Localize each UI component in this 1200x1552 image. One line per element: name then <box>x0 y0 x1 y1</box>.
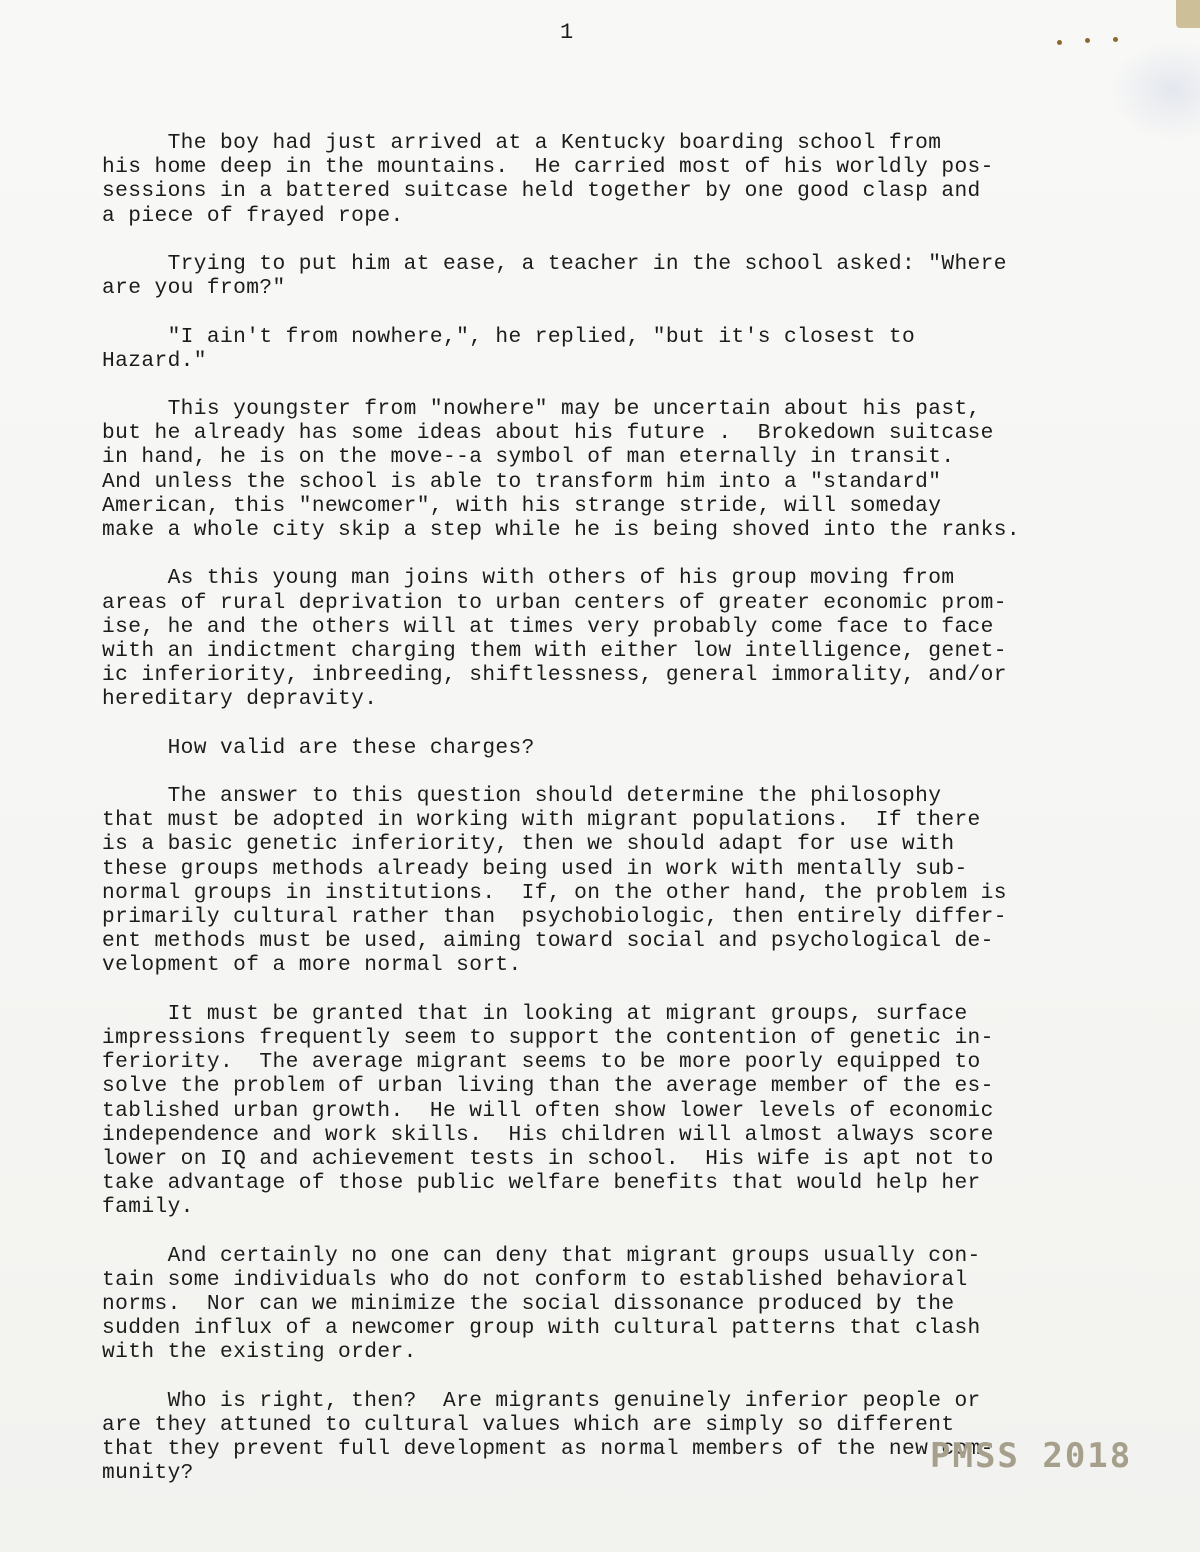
text-line: Who is right, then? Are migrants genuinely inferior people or <box>102 1388 981 1413</box>
text-line: family. <box>102 1195 194 1220</box>
text-line: This youngster from "nowhere" may be uncertain about his past, <box>102 397 981 422</box>
text-line: independence and work skills. His children will almost always score <box>102 1122 994 1147</box>
text-line: And certainly no one can deny that migrant groups usually con- <box>102 1243 981 1268</box>
text-line: but he already has some ideas about his future . Brokedown suitcase <box>102 421 994 446</box>
text-line: that must be adopted in working with migrant populations. If there <box>102 808 981 833</box>
paragraph <box>102 397 1112 542</box>
text-line: is a basic genetic inferiority, then we should adapt for use with <box>102 832 955 857</box>
text-line: that they prevent full development as normal members of the new com- <box>102 1437 994 1462</box>
text-line: are they attuned to cultural values which are simply so different <box>102 1412 955 1437</box>
text-line: velopment of a more normal sort. <box>102 953 522 978</box>
text-line: in hand, he is on the move--a symbol of man eternally in transit. <box>102 445 955 470</box>
text-line: Trying to put him at ease, a teacher in the school asked: "Where <box>102 251 1007 276</box>
text-line: And unless the school is able to transform him into a "standard" <box>102 469 942 494</box>
document-body <box>102 131 1112 1510</box>
paragraph <box>102 784 1112 978</box>
text-line: American, this "newcomer", with his strange stride, will someday <box>102 493 942 518</box>
text-line: make a whole city skip a step while he is being shoved into the ranks. <box>102 518 1021 542</box>
text-line: hereditary depravity. <box>102 687 378 712</box>
text-line: Hazard." <box>102 348 207 373</box>
paper-corner-tab <box>1176 0 1200 28</box>
text-line: The boy had just arrived at a Kentucky boarding school from <box>102 131 942 155</box>
text-line: solve the problem of urban living than the average member of the es- <box>102 1074 994 1099</box>
paragraph <box>102 736 1112 760</box>
text-line: with an indictment charging them with either low intelligence, genet- <box>102 638 1007 663</box>
text-line: ent methods must be used, aiming toward social and psychological de- <box>102 929 994 954</box>
text-line: a piece of frayed rope. <box>102 203 404 228</box>
text-line: areas of rural deprivation to urban centers of greater economic prom- <box>102 590 1007 615</box>
text-line: "I ain't from nowhere,", he replied, "but it's closest to <box>102 324 916 349</box>
paragraph <box>102 1244 1112 1365</box>
staple-mark <box>1057 40 1062 45</box>
text-line: sudden influx of a newcomer group with cultural patterns that clash <box>102 1316 981 1341</box>
page-number: 1 <box>560 20 574 45</box>
text-line: It must be granted that in looking at migrant groups, surface <box>102 1001 968 1026</box>
text-line: ic inferiority, inbreeding, shiftlessness, general immorality, and/or <box>102 663 1007 688</box>
text-line: his home deep in the mountains. He carried most of his worldly pos- <box>102 155 994 180</box>
paragraph <box>102 1002 1112 1220</box>
text-line: tain some individuals who do not conform to established behavioral <box>102 1267 968 1292</box>
paragraph <box>102 566 1112 711</box>
text-line: are you from?" <box>102 276 286 301</box>
paragraph <box>102 131 1112 228</box>
staple-mark <box>1085 38 1090 43</box>
text-line: ise, he and the others will at times very probably come face to face <box>102 614 994 639</box>
staple-mark <box>1113 37 1118 42</box>
paragraph <box>102 252 1112 300</box>
text-line: lower on IQ and achievement tests in school. His wife is apt not to <box>102 1146 994 1171</box>
text-line: take advantage of those public welfare benefits that would help her <box>102 1171 981 1196</box>
text-line: primarily cultural rather than psychobiologic, then entirely differ- <box>102 905 1007 929</box>
text-line: normal groups in institutions. If, on the other hand, the problem is <box>102 880 1007 905</box>
text-line: norms. Nor can we minimize the social dissonance produced by the <box>102 1292 955 1316</box>
archive-watermark: PMSS 2018 <box>930 1436 1133 1476</box>
text-line: these groups methods already being used in work with mentally sub- <box>102 856 968 881</box>
paper-bleed-through <box>1110 40 1200 140</box>
text-line: How valid are these charges? <box>102 735 535 760</box>
text-line: As this young man joins with others of his group moving from <box>102 566 955 591</box>
text-line: feriority. The average migrant seems to be more poorly equipped to <box>102 1050 981 1075</box>
text-line: tablished urban growth. He will often show lower levels of economic <box>102 1098 994 1123</box>
text-line: sessions in a battered suitcase held together by one good clasp and <box>102 179 981 204</box>
paragraph <box>102 325 1112 373</box>
text-line: with the existing order. <box>102 1340 417 1365</box>
text-line: The answer to this question should determine the philosophy <box>102 784 942 809</box>
text-line: munity? <box>102 1461 194 1486</box>
text-line: impressions frequently seem to support the contention of genetic in- <box>102 1025 994 1050</box>
